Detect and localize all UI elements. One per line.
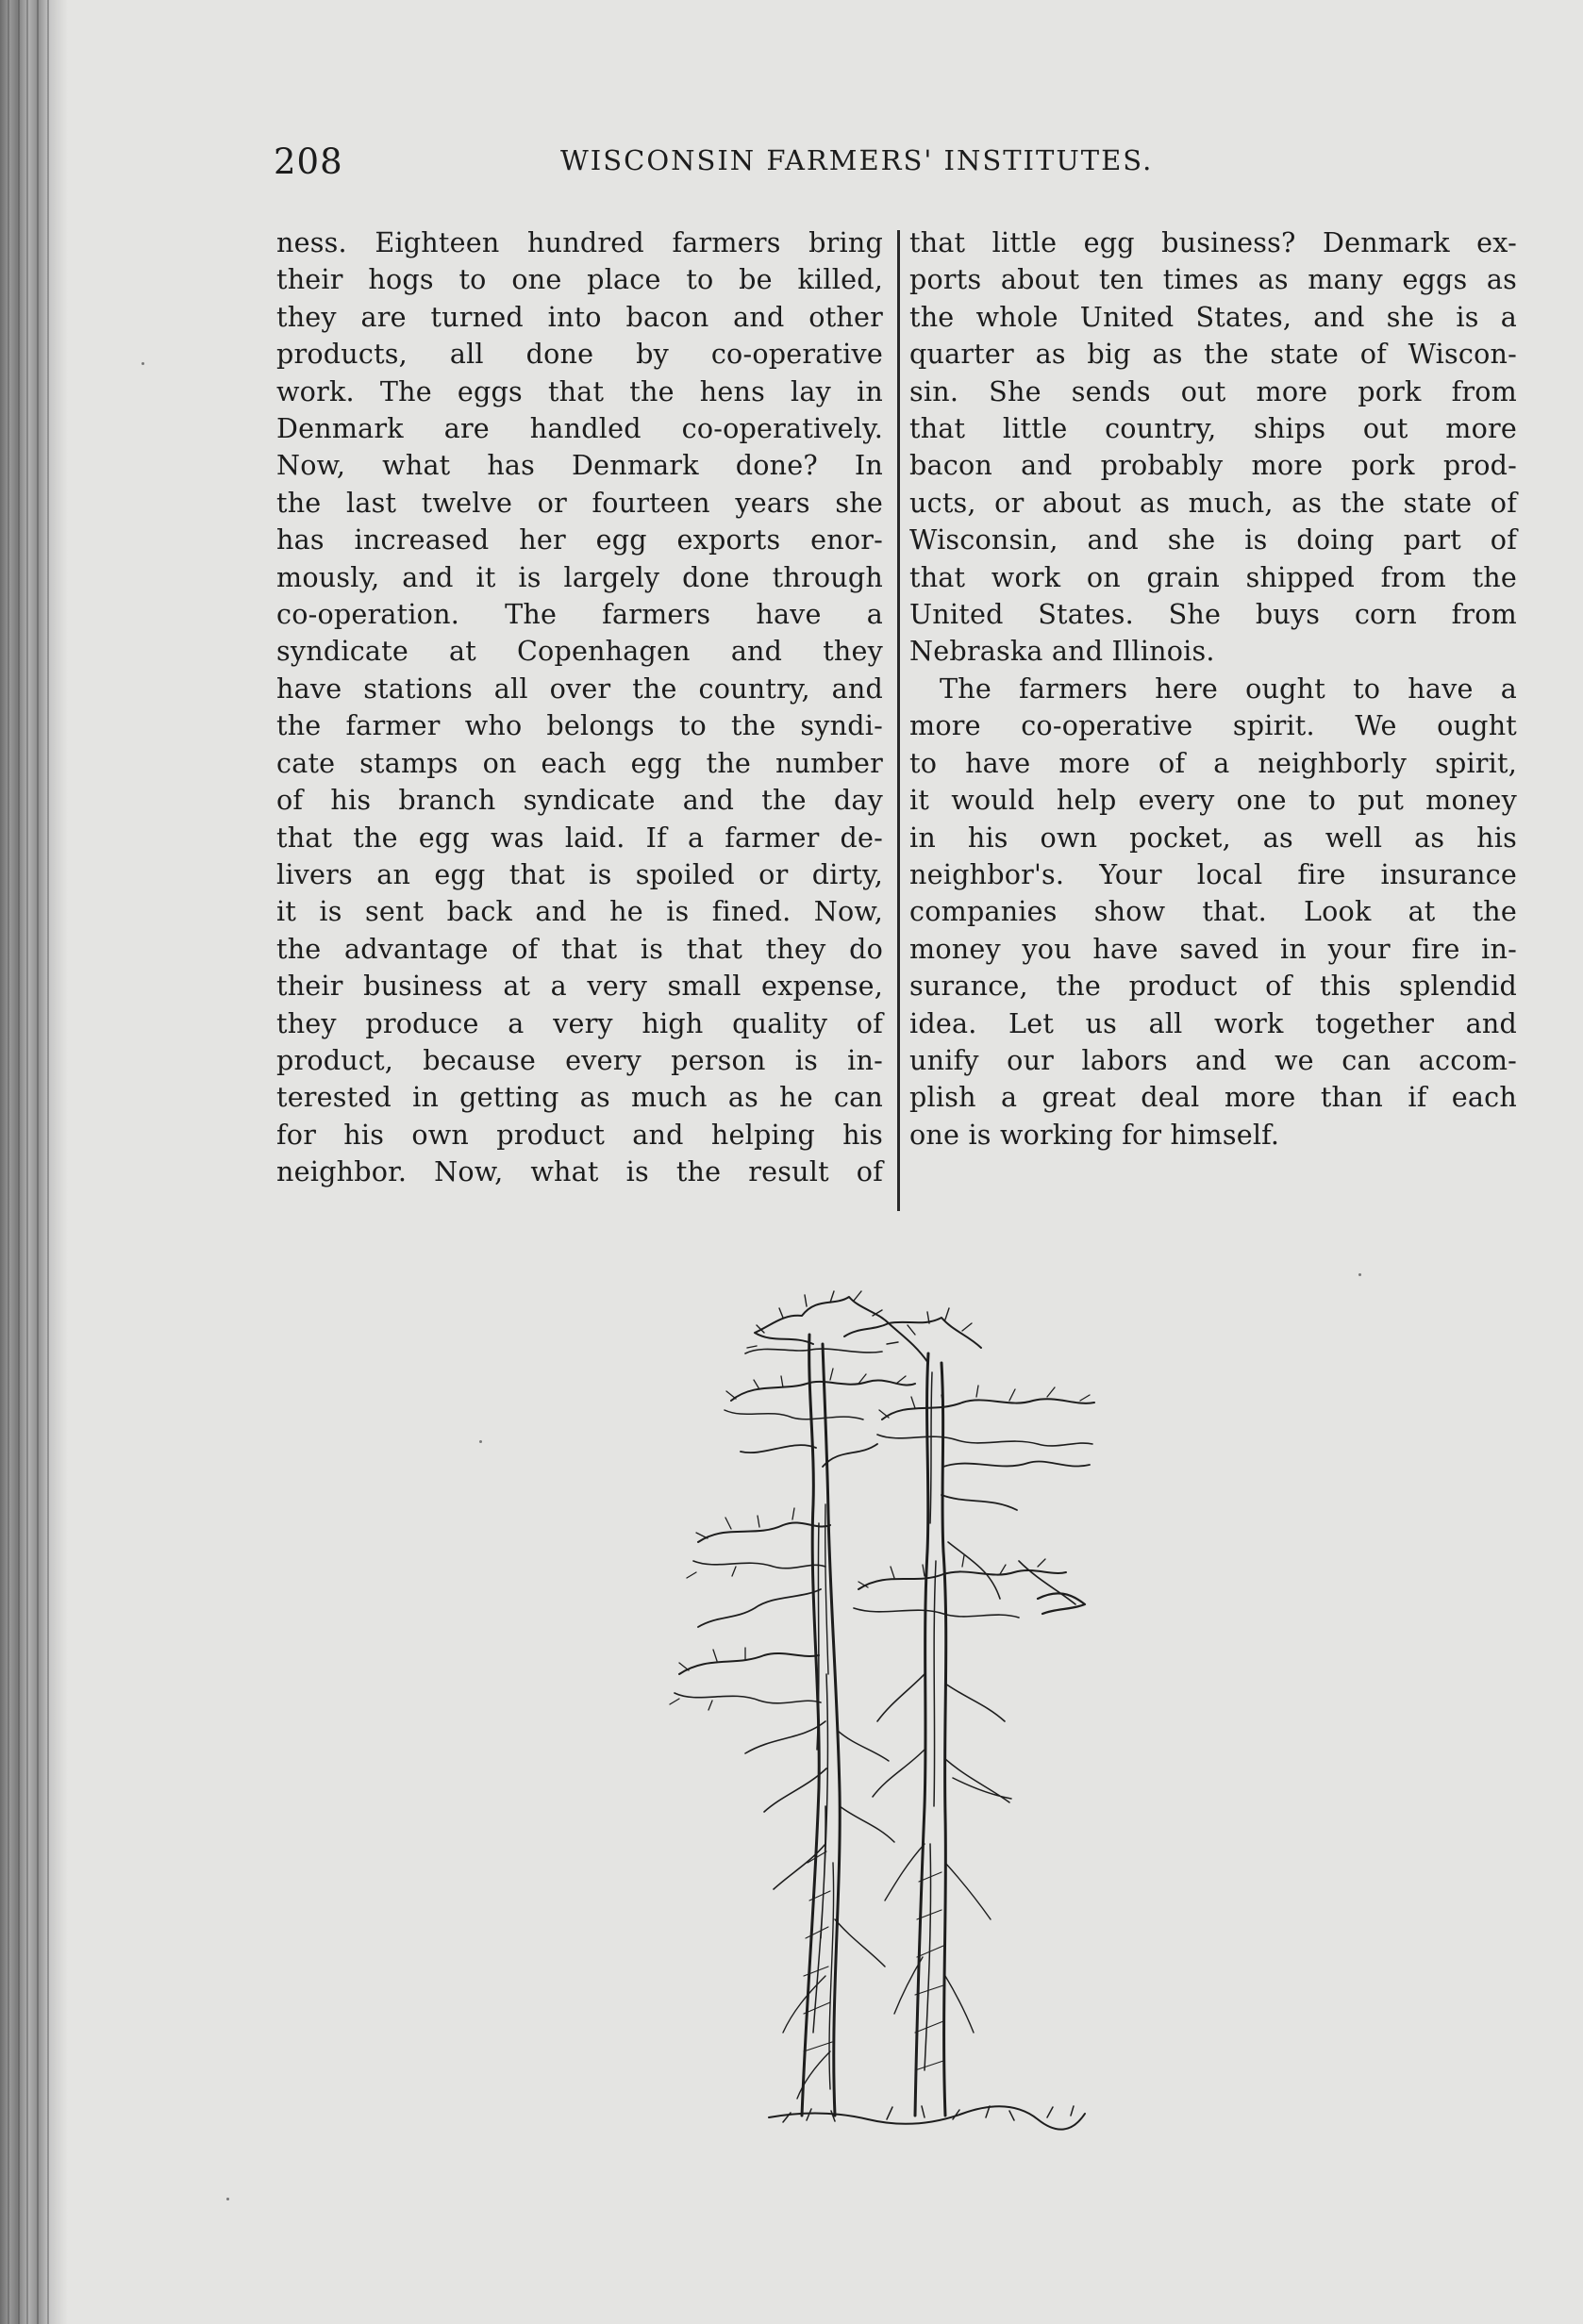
page-speck [142, 362, 144, 365]
running-title: WISCONSIN FARMERS' INSTITUTES. [560, 144, 1154, 176]
page-number: 208 [274, 141, 343, 182]
text-line: cate stamps on each egg the number [276, 746, 883, 779]
text-line: neighbor. Now, what is the result of [276, 1155, 883, 1188]
paragraph [909, 671, 1517, 1154]
text-line: terested in getting as much as he can [276, 1081, 883, 1114]
text-line: for his own product and helping his [276, 1118, 883, 1151]
text-line: the farmer who belongs to the syndi- [276, 709, 883, 742]
paragraph [909, 224, 1517, 671]
text-line: they produce a very high quality of [276, 1006, 883, 1039]
text-line: Nebraska and Illinois. [909, 635, 1215, 668]
text-line: their business at a very small expense, [276, 970, 883, 1003]
text-line: the last twelve or fourteen years she [276, 486, 883, 519]
text-line: plish a great deal more than if each [909, 1081, 1517, 1114]
text-line: product, because every person is in- [276, 1043, 883, 1076]
text-line: idea. Let us all work together and [909, 1006, 1517, 1039]
page-edge [0, 0, 68, 2324]
text-line: has increased her egg exports enor- [276, 523, 883, 556]
text-line: sin. She sends out more pork from [909, 374, 1517, 407]
text-line: The farmers here ought to have a [940, 672, 1517, 705]
text-line: money you have saved in your fire in- [909, 932, 1517, 965]
pine-trees-illustration [642, 1278, 1160, 2136]
left-column [276, 224, 883, 1191]
running-head [274, 141, 1228, 189]
text-line: quarter as big as the state of Wiscon- [909, 338, 1517, 371]
page-speck [1358, 1273, 1361, 1276]
text-line: mously, and it is largely done through [276, 560, 883, 593]
text-line: to have more of a neighborly spirit, [909, 746, 1517, 779]
text-line: companies show that. Look at the [909, 895, 1517, 928]
text-line: livers an egg that is spoiled or dirty, [276, 857, 883, 890]
text-line: unify our labors and we can accom- [909, 1043, 1517, 1076]
text-line: neighbor's. Your local fire insurance [909, 857, 1517, 890]
text-line: have stations all over the country, and [276, 672, 883, 705]
text-line: co-operation. The farmers have a [276, 598, 883, 631]
text-line: work. The eggs that the hens lay in [276, 374, 883, 407]
page-speck [479, 1440, 482, 1443]
right-column [909, 224, 1517, 1154]
column-divider [897, 230, 900, 1211]
text-line: in his own pocket, as well as his [909, 821, 1517, 854]
page-speck [226, 2198, 229, 2200]
text-line: one is working for himself. [909, 1118, 1280, 1151]
text-line: that the egg was laid. If a farmer de- [276, 821, 883, 854]
text-line: of his branch syndicate and the day [276, 784, 883, 817]
text-line: they are turned into bacon and other [276, 300, 883, 333]
text-line: their hogs to one place to be killed, [276, 263, 883, 296]
text-line: that little egg business? Denmark ex- [909, 226, 1517, 258]
text-line: bacon and probably more pork prod- [909, 449, 1517, 482]
text-line: it is sent back and he is fined. Now, [276, 895, 883, 928]
text-line: Denmark are handled co-operatively. [276, 412, 883, 445]
text-line: that work on grain shipped from the [909, 560, 1517, 593]
text-line: ports about ten times as many eggs as [909, 263, 1517, 296]
text-line: that little country, ships out more [909, 412, 1517, 445]
text-line: Now, what has Denmark done? In [276, 449, 883, 482]
text-line: more co-operative spirit. We ought [909, 709, 1517, 742]
text-line: the advantage of that is that they do [276, 932, 883, 965]
text-line: it would help every one to put money [909, 784, 1517, 817]
text-line: products, all done by co-operative [276, 338, 883, 371]
text-line: syndicate at Copenhagen and they [276, 635, 883, 668]
text-line: surance, the product of this splendid [909, 970, 1517, 1003]
text-line: United States. She buys corn from [909, 598, 1517, 631]
text-line: ucts, or about as much, as the state of [909, 486, 1517, 519]
text-line: Wisconsin, and she is doing part of [909, 523, 1517, 556]
text-line: ness. Eighteen hundred farmers bring [276, 226, 883, 258]
text-line: the whole United States, and she is a [909, 300, 1517, 333]
